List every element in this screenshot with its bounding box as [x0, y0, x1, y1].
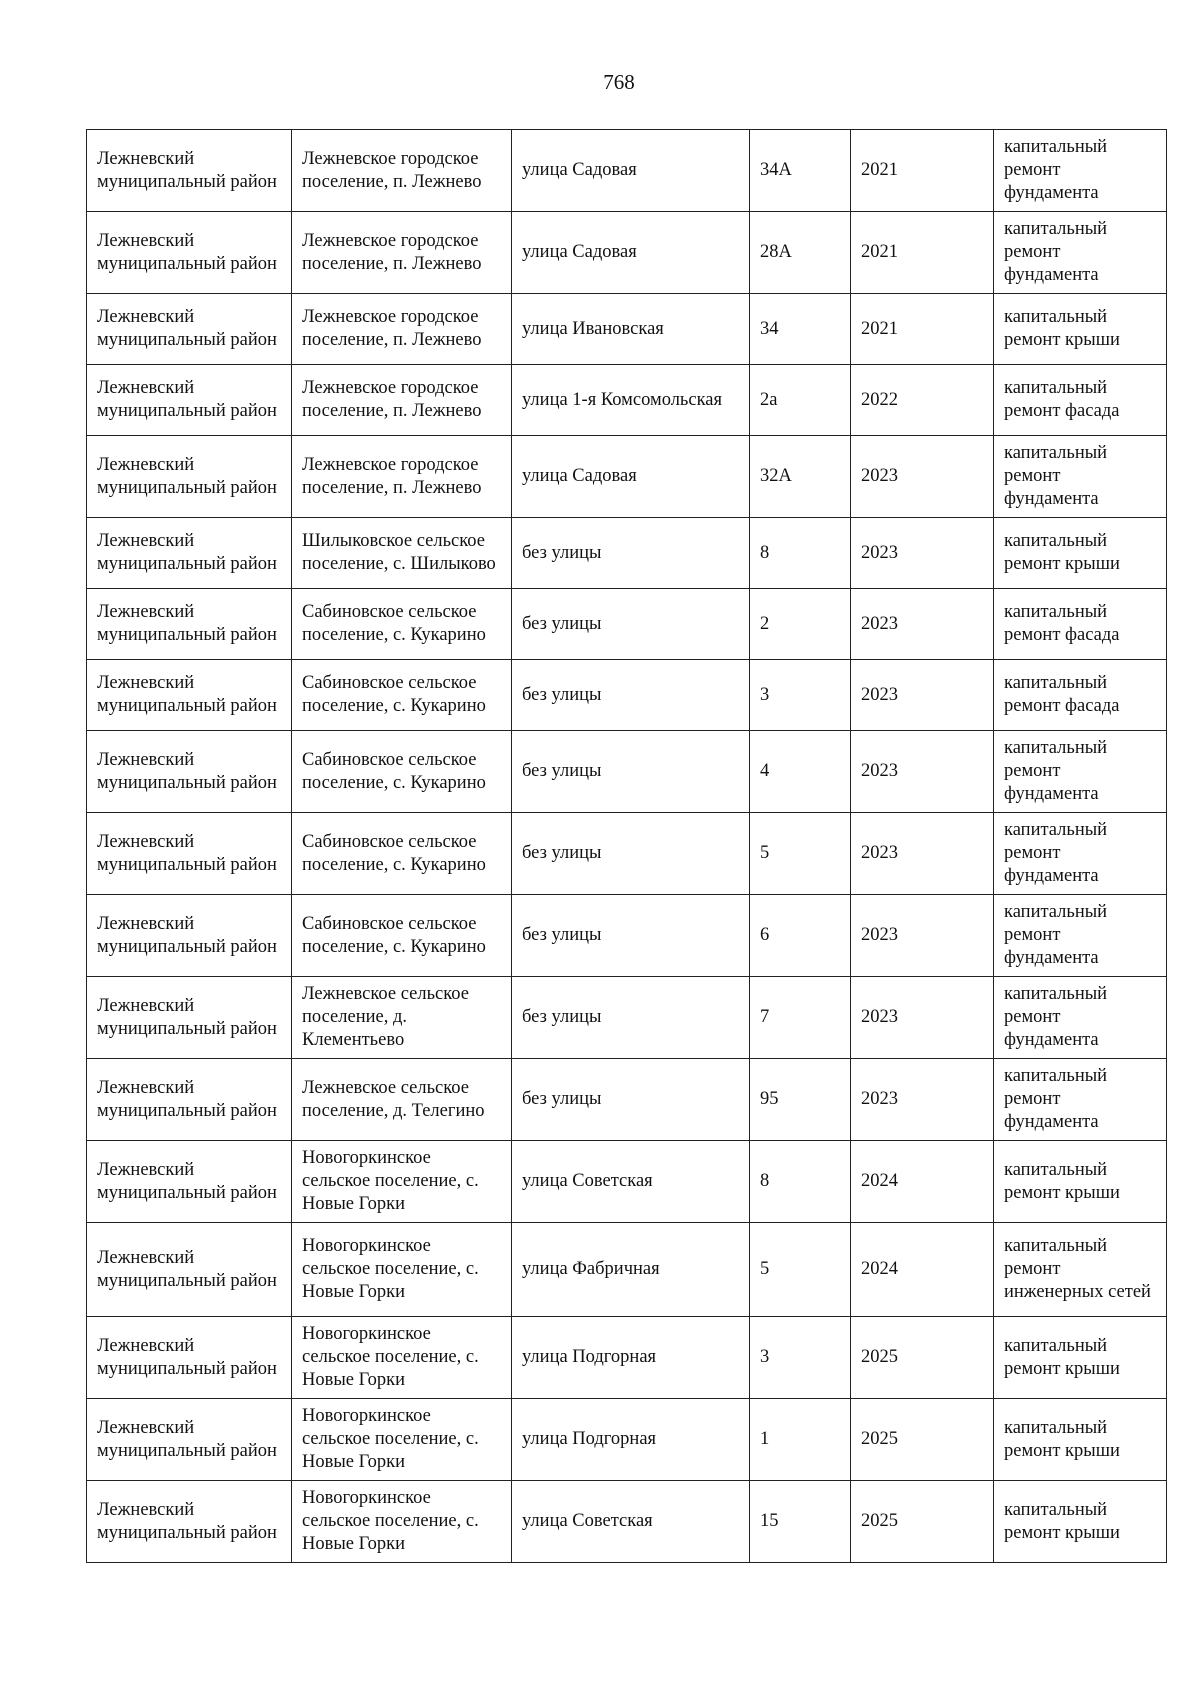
- work-type-cell: капитальный ремонт фундамента: [994, 130, 1167, 212]
- district-cell: Лежневский муниципальный район: [87, 436, 292, 518]
- house-number-cell: 5: [750, 813, 851, 895]
- district-cell: Лежневский муниципальный район: [87, 1317, 292, 1399]
- year-cell: 2023: [851, 1059, 994, 1141]
- work-type-cell: капитальный ремонт фундамента: [994, 1059, 1167, 1141]
- district-cell: Лежневский муниципальный район: [87, 895, 292, 977]
- work-type-cell: капитальный ремонт крыши: [994, 1481, 1167, 1563]
- house-number-cell: 8: [750, 1141, 851, 1223]
- house-number-cell: 3: [750, 660, 851, 731]
- year-cell: 2021: [851, 130, 994, 212]
- settlement-cell: Новогоркинское сельское поселение, с. Новые Горки: [292, 1141, 512, 1223]
- year-cell: 2023: [851, 660, 994, 731]
- house-number-cell: 2а: [750, 365, 851, 436]
- table-row: [87, 1059, 1167, 1141]
- table-row: [87, 1317, 1167, 1399]
- work-type-cell: капитальный ремонт крыши: [994, 1399, 1167, 1481]
- year-cell: 2023: [851, 895, 994, 977]
- work-type-cell: капитальный ремонт фасада: [994, 660, 1167, 731]
- table-row: [87, 212, 1167, 294]
- year-cell: 2025: [851, 1481, 994, 1563]
- house-number-cell: 3: [750, 1317, 851, 1399]
- work-type-cell: капитальный ремонт крыши: [994, 294, 1167, 365]
- table-row: [87, 589, 1167, 660]
- page-number: 768: [603, 70, 635, 94]
- district-cell: Лежневский муниципальный район: [87, 589, 292, 660]
- district-cell: Лежневский муниципальный район: [87, 130, 292, 212]
- table-row: [87, 660, 1167, 731]
- settlement-cell: Лежневское сельское поселение, д. Клементьево: [292, 977, 512, 1059]
- settlement-cell: Лежневское городское поселение, п. Лежнево: [292, 365, 512, 436]
- work-type-cell: капитальный ремонт крыши: [994, 518, 1167, 589]
- year-cell: 2021: [851, 212, 994, 294]
- street-cell: улица Садовая: [512, 130, 750, 212]
- table-row: [87, 130, 1167, 212]
- street-cell: без улицы: [512, 731, 750, 813]
- district-cell: Лежневский муниципальный район: [87, 731, 292, 813]
- street-cell: улица Садовая: [512, 212, 750, 294]
- district-cell: Лежневский муниципальный район: [87, 1399, 292, 1481]
- work-type-cell: капитальный ремонт инженерных сетей: [994, 1223, 1167, 1317]
- street-cell: улица Ивановская: [512, 294, 750, 365]
- table-row: [87, 436, 1167, 518]
- street-cell: без улицы: [512, 977, 750, 1059]
- street-cell: без улицы: [512, 895, 750, 977]
- settlement-cell: Новогоркинское сельское поселение, с. Новые Горки: [292, 1481, 512, 1563]
- district-cell: Лежневский муниципальный район: [87, 518, 292, 589]
- table-row: [87, 1223, 1167, 1317]
- street-cell: улица Подгорная: [512, 1317, 750, 1399]
- street-cell: улица Подгорная: [512, 1399, 750, 1481]
- district-cell: Лежневский муниципальный район: [87, 660, 292, 731]
- table-body: [87, 130, 1167, 1563]
- district-cell: Лежневский муниципальный район: [87, 1481, 292, 1563]
- settlement-cell: Лежневское сельское поселение, д. Телегино: [292, 1059, 512, 1141]
- settlement-cell: Сабиновское сельское поселение, с. Кукарино: [292, 660, 512, 731]
- work-type-cell: капитальный ремонт фундамента: [994, 977, 1167, 1059]
- house-number-cell: 1: [750, 1399, 851, 1481]
- year-cell: 2024: [851, 1141, 994, 1223]
- house-number-cell: 8: [750, 518, 851, 589]
- street-cell: без улицы: [512, 589, 750, 660]
- table-row: [87, 731, 1167, 813]
- year-cell: 2023: [851, 813, 994, 895]
- table-row: [87, 977, 1167, 1059]
- house-number-cell: 5: [750, 1223, 851, 1317]
- year-cell: 2023: [851, 436, 994, 518]
- street-cell: без улицы: [512, 518, 750, 589]
- settlement-cell: Сабиновское сельское поселение, с. Кукарино: [292, 589, 512, 660]
- house-number-cell: 95: [750, 1059, 851, 1141]
- work-type-cell: капитальный ремонт фундамента: [994, 212, 1167, 294]
- year-cell: 2025: [851, 1317, 994, 1399]
- district-cell: Лежневский муниципальный район: [87, 1141, 292, 1223]
- settlement-cell: Лежневское городское поселение, п. Лежнево: [292, 436, 512, 518]
- settlement-cell: Лежневское городское поселение, п. Лежнево: [292, 294, 512, 365]
- settlement-cell: Сабиновское сельское поселение, с. Кукарино: [292, 731, 512, 813]
- year-cell: 2022: [851, 365, 994, 436]
- settlement-cell: Новогоркинское сельское поселение, с. Новые Горки: [292, 1223, 512, 1317]
- house-number-cell: 2: [750, 589, 851, 660]
- house-number-cell: 15: [750, 1481, 851, 1563]
- settlement-cell: Новогоркинское сельское поселение, с. Новые Горки: [292, 1399, 512, 1481]
- work-type-cell: капитальный ремонт фасада: [994, 365, 1167, 436]
- table-row: [87, 365, 1167, 436]
- year-cell: 2023: [851, 589, 994, 660]
- work-type-cell: капитальный ремонт фундамента: [994, 895, 1167, 977]
- district-cell: Лежневский муниципальный район: [87, 294, 292, 365]
- district-cell: Лежневский муниципальный район: [87, 1223, 292, 1317]
- settlement-cell: Сабиновское сельское поселение, с. Кукарино: [292, 813, 512, 895]
- settlement-cell: Шилыковское сельское поселение, с. Шилыково: [292, 518, 512, 589]
- work-type-cell: капитальный ремонт фасада: [994, 589, 1167, 660]
- settlement-cell: Новогоркинское сельское поселение, с. Новые Горки: [292, 1317, 512, 1399]
- house-number-cell: 34А: [750, 130, 851, 212]
- settlement-cell: Сабиновское сельское поселение, с. Кукарино: [292, 895, 512, 977]
- year-cell: 2021: [851, 294, 994, 365]
- work-type-cell: капитальный ремонт фундамента: [994, 731, 1167, 813]
- street-cell: улица Фабричная: [512, 1223, 750, 1317]
- house-number-cell: 7: [750, 977, 851, 1059]
- street-cell: улица Советская: [512, 1481, 750, 1563]
- street-cell: без улицы: [512, 1059, 750, 1141]
- district-cell: Лежневский муниципальный район: [87, 365, 292, 436]
- table-row: [87, 518, 1167, 589]
- house-number-cell: 28А: [750, 212, 851, 294]
- district-cell: Лежневский муниципальный район: [87, 212, 292, 294]
- house-number-cell: 32А: [750, 436, 851, 518]
- street-cell: без улицы: [512, 813, 750, 895]
- table-row: [87, 895, 1167, 977]
- work-type-cell: капитальный ремонт фундамента: [994, 436, 1167, 518]
- table-row: [87, 1399, 1167, 1481]
- street-cell: улица Садовая: [512, 436, 750, 518]
- district-cell: Лежневский муниципальный район: [87, 977, 292, 1059]
- street-cell: улица 1-я Комсомольская: [512, 365, 750, 436]
- repair-schedule-table: [86, 129, 1167, 1563]
- district-cell: Лежневский муниципальный район: [87, 1059, 292, 1141]
- work-type-cell: капитальный ремонт крыши: [994, 1141, 1167, 1223]
- table-row: [87, 294, 1167, 365]
- work-type-cell: капитальный ремонт фундамента: [994, 813, 1167, 895]
- settlement-cell: Лежневское городское поселение, п. Лежнево: [292, 130, 512, 212]
- year-cell: 2023: [851, 518, 994, 589]
- year-cell: 2023: [851, 731, 994, 813]
- table-row: [87, 1481, 1167, 1563]
- year-cell: 2024: [851, 1223, 994, 1317]
- settlement-cell: Лежневское городское поселение, п. Лежнево: [292, 212, 512, 294]
- year-cell: 2025: [851, 1399, 994, 1481]
- year-cell: 2023: [851, 977, 994, 1059]
- table-row: [87, 813, 1167, 895]
- house-number-cell: 4: [750, 731, 851, 813]
- district-cell: Лежневский муниципальный район: [87, 813, 292, 895]
- table-row: [87, 1141, 1167, 1223]
- house-number-cell: 34: [750, 294, 851, 365]
- street-cell: улица Советская: [512, 1141, 750, 1223]
- street-cell: без улицы: [512, 660, 750, 731]
- house-number-cell: 6: [750, 895, 851, 977]
- work-type-cell: капитальный ремонт крыши: [994, 1317, 1167, 1399]
